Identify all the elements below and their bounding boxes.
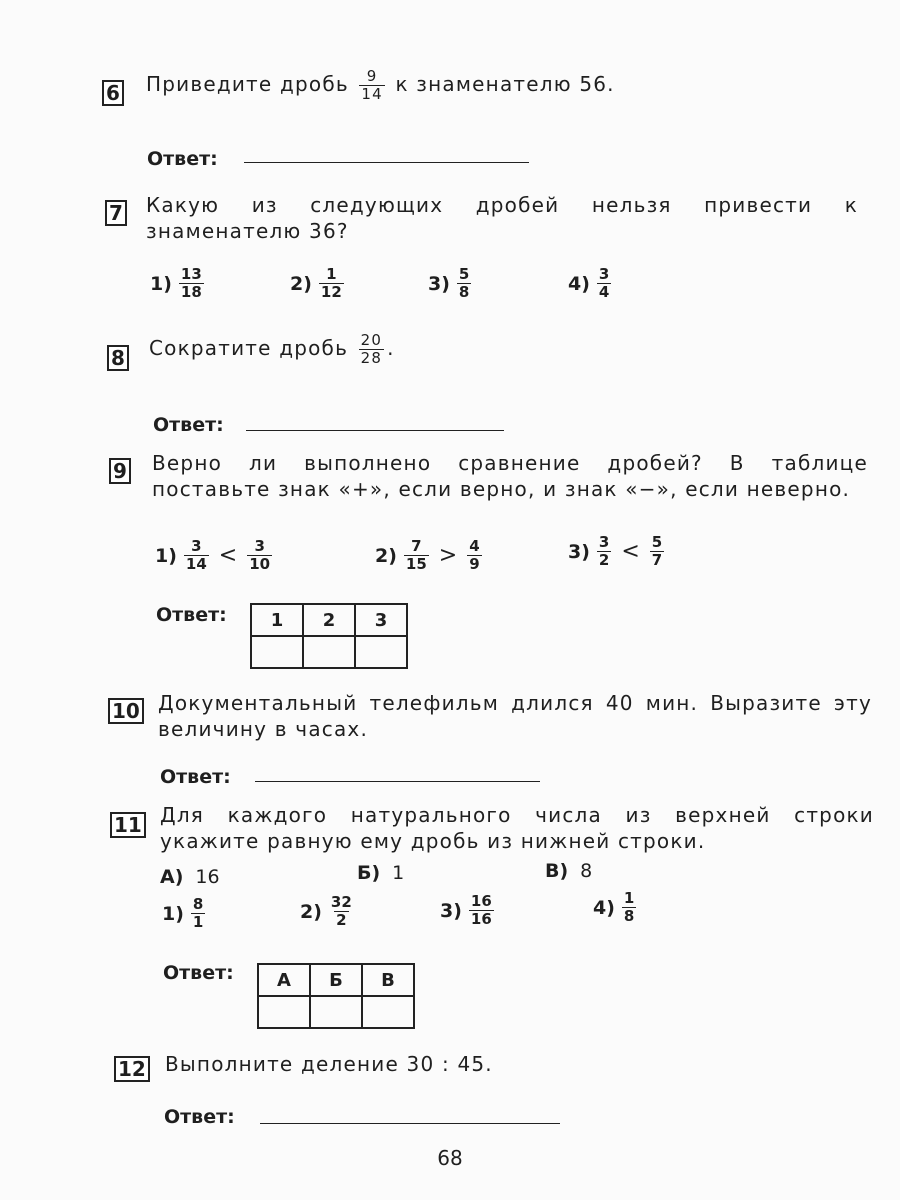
fraction: $\frac{9}{14}$	[361, 67, 383, 103]
task-6-text	[146, 68, 846, 103]
task-8-text	[149, 332, 849, 367]
table-header-cell: В	[362, 964, 414, 996]
answer-label-10: Ответ:	[160, 766, 231, 788]
top-item-c: В) 8	[545, 860, 593, 882]
answer-label-12: Ответ:	[164, 1106, 235, 1128]
answer-table-11	[257, 963, 415, 1029]
answer-cell[interactable]	[355, 636, 407, 668]
answer-label-9: Ответ:	[156, 604, 227, 626]
task-7-text: Какую из следующих дробей нельзя привести к знаменателю 36?	[146, 193, 858, 243]
task-11-text: Для каждого натурального числа из верхней строки укажите равную ему дробь из нижней строки.	[160, 803, 874, 853]
answer-cell[interactable]	[362, 996, 414, 1028]
table-header-cell: Б	[310, 964, 362, 996]
option-9-1: 1) $\frac{3}{14}$ < $\frac{3}{10}$	[155, 537, 271, 573]
page-number: 68	[437, 1146, 463, 1170]
task-9-text: Верно ли выполнено сравнение дробей? В таблице поставьте знак «+», если верно, и знак «−», если неверно.	[152, 451, 868, 501]
answer-line-8[interactable]	[246, 430, 504, 431]
table-header-cell: А	[258, 964, 310, 996]
table-header-cell: 3	[355, 604, 407, 636]
option-11-3: 3) $\frac{16}{16}$	[440, 892, 492, 928]
answer-cell[interactable]	[303, 636, 355, 668]
answer-cell[interactable]	[258, 996, 310, 1028]
option-11-1: 1) $\frac{8}{1}$	[162, 895, 204, 931]
task-8-text-after: .	[387, 336, 395, 360]
top-item-b: Б) 1	[357, 862, 405, 884]
answer-line-6[interactable]	[244, 162, 529, 163]
answer-cell[interactable]	[251, 636, 303, 668]
option-11-4: 4) $\frac{1}{8}$	[593, 889, 635, 925]
answer-label-6: Ответ:	[147, 148, 218, 170]
task-number-11: 11	[110, 812, 146, 838]
task-number-10: 10	[108, 698, 144, 724]
task-10-text: Документальный телефильм длился 40 мин. Выразите эту величину в часах.	[158, 691, 872, 741]
task-number-6: 6	[102, 80, 124, 106]
top-item-a: А) 16	[160, 866, 220, 888]
task-number-7: 7	[105, 200, 127, 226]
answer-cell[interactable]	[310, 996, 362, 1028]
fraction: $\frac{20}{28}$	[360, 331, 383, 367]
task-number-12: 12	[114, 1056, 150, 1082]
answer-line-10[interactable]	[255, 781, 540, 782]
option-7-3: 3) $\frac{5}{8}$	[428, 265, 470, 301]
task-12-text: Выполните деление 30 : 45.	[165, 1052, 493, 1076]
answer-table-9	[250, 603, 408, 669]
task-6-text-before: Приведите дробь	[146, 72, 349, 96]
task-8-text-before: Сократите дробь	[149, 336, 349, 360]
option-7-4: 4) $\frac{3}{4}$	[568, 265, 610, 301]
table-header-cell: 1	[251, 604, 303, 636]
option-9-3: 3) $\frac{3}{2}$ < $\frac{5}{7}$	[568, 533, 663, 569]
task-number-9: 9	[109, 458, 131, 484]
option-9-2: 2) $\frac{7}{15}$ > $\frac{4}{9}$	[375, 537, 480, 573]
answer-label-8: Ответ:	[153, 414, 224, 436]
task-number-8: 8	[107, 345, 129, 371]
option-11-2: 2) $\frac{32}{2}$	[300, 893, 352, 929]
option-7-1: 1) $\frac{13}{18}$	[150, 265, 202, 301]
task-6-text-after: к знаменателю 56.	[395, 72, 615, 96]
table-header-cell: 2	[303, 604, 355, 636]
answer-line-12[interactable]	[260, 1123, 560, 1124]
option-7-2: 2) $\frac{1}{12}$	[290, 265, 342, 301]
answer-label-11: Ответ:	[163, 962, 234, 984]
